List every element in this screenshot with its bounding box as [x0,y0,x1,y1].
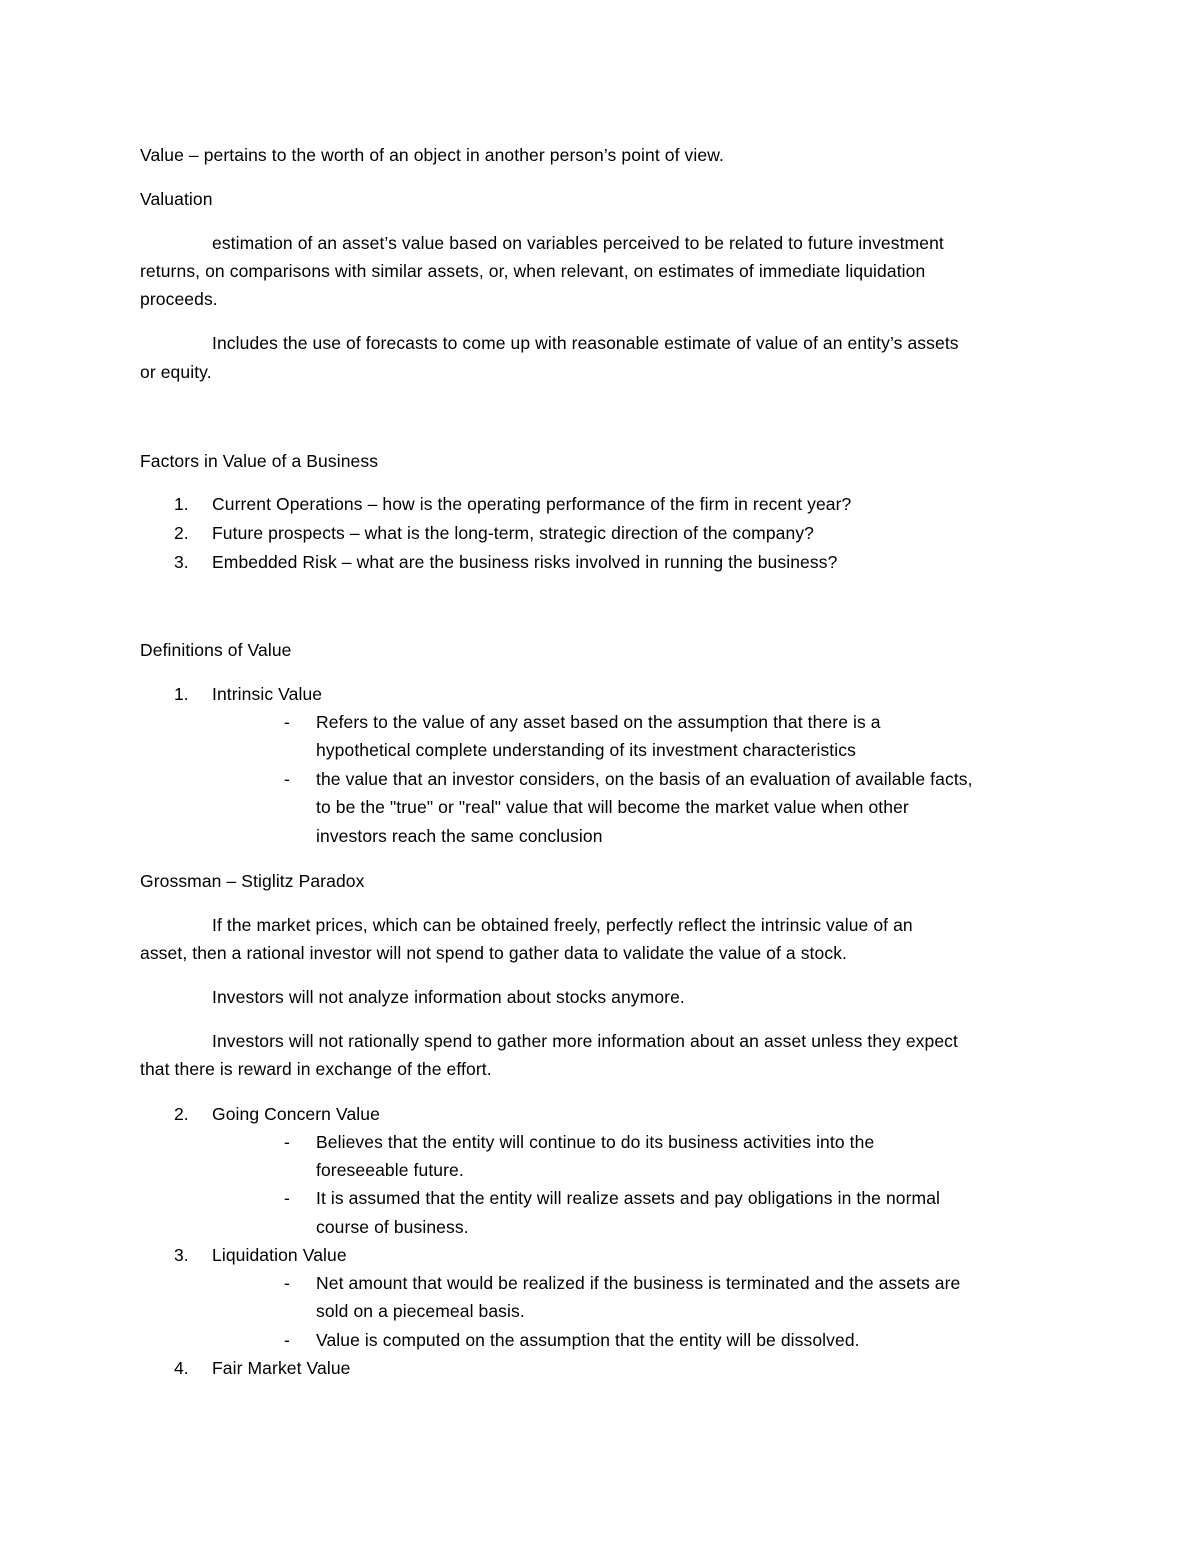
valuation-paragraph-2-line-2: or equity. [140,362,212,382]
grossman-paragraph-1-line-1: If the market prices, which can be obtained freely, perfectly reflect the intrinsic value of an [212,915,913,935]
bullet-dash: - [284,712,290,732]
valuation-paragraph-1-line-1: estimation of an asset’s value based on variables perceived to be related to future investment [212,233,944,253]
definitions-heading: Definitions of Value [140,640,292,660]
fair-market-value-title: Fair Market Value [212,1358,351,1378]
intrinsic-bullet-1-line-1: Refers to the value of any asset based on the assumption that there is a [316,712,881,732]
going-concern-bullet-2-line-2: course of business. [316,1217,469,1237]
factor-number: 3. [174,552,189,572]
factor-item-future-prospects: Future prospects – what is the long-term, strategic direction of the company? [212,523,815,543]
valuation-paragraph-2-line-1: Includes the use of forecasts to come up with reasonable estimate of value of an entity’s assets [212,333,959,353]
factor-number: 1. [174,494,189,514]
liquidation-bullet-1-line-2: sold on a piecemeal basis. [316,1301,525,1321]
intrinsic-bullet-2-line-3: investors reach the same conclusion [316,826,603,846]
valuation-heading: Valuation [140,189,213,209]
intrinsic-bullet-2-line-2: to be the "true" or "real" value that will become the market value when other [316,797,909,817]
liquidation-bullet-2: Value is computed on the assumption that the entity will be dissolved. [316,1330,860,1350]
going-concern-bullet-2-line-1: It is assumed that the entity will realize assets and pay obligations in the normal [316,1188,941,1208]
bullet-dash: - [284,1330,290,1350]
definition-number: 2. [174,1104,189,1124]
factor-number: 2. [174,523,189,543]
going-concern-bullet-1-line-2: foreseeable future. [316,1160,464,1180]
definition-number: 1. [174,684,189,704]
definition-number: 3. [174,1245,189,1265]
going-concern-bullet-1-line-1: Believes that the entity will continue to do its business activities into the [316,1132,875,1152]
intrinsic-bullet-2-line-1: the value that an investor considers, on the basis of an evaluation of available facts, [316,769,973,789]
value-definition: Value – pertains to the worth of an object in another person’s point of view. [140,145,724,165]
bullet-dash: - [284,1188,290,1208]
intrinsic-value-title: Intrinsic Value [212,684,323,704]
grossman-paragraph-1-line-2: asset, then a rational investor will not spend to gather data to validate the value of a stock. [140,943,848,963]
going-concern-title: Going Concern Value [212,1104,380,1124]
factor-item-current-operations: Current Operations – how is the operating performance of the firm in recent year? [212,494,852,514]
grossman-paragraph-3-line-2: that there is reward in exchange of the effort. [140,1059,492,1079]
factor-item-embedded-risk: Embedded Risk – what are the business risks involved in running the business? [212,552,838,572]
grossman-stiglitz-heading: Grossman – Stiglitz Paradox [140,871,365,891]
grossman-paragraph-2: Investors will not analyze information about stocks anymore. [212,987,685,1007]
bullet-dash: - [284,1273,290,1293]
bullet-dash: - [284,1132,290,1152]
liquidation-bullet-1-line-1: Net amount that would be realized if the business is terminated and the assets are [316,1273,961,1293]
bullet-dash: - [284,769,290,789]
intrinsic-bullet-1-line-2: hypothetical complete understanding of its investment characteristics [316,740,856,760]
valuation-paragraph-1-line-2: returns, on comparisons with similar assets, or, when relevant, on estimates of immediate liquidation [140,261,926,281]
valuation-paragraph-1-line-3: proceeds. [140,289,218,309]
definition-number: 4. [174,1358,189,1378]
factors-heading: Factors in Value of a Business [140,451,379,471]
grossman-paragraph-3-line-1: Investors will not rationally spend to gather more information about an asset unless they expect [212,1031,958,1051]
liquidation-title: Liquidation Value [212,1245,347,1265]
